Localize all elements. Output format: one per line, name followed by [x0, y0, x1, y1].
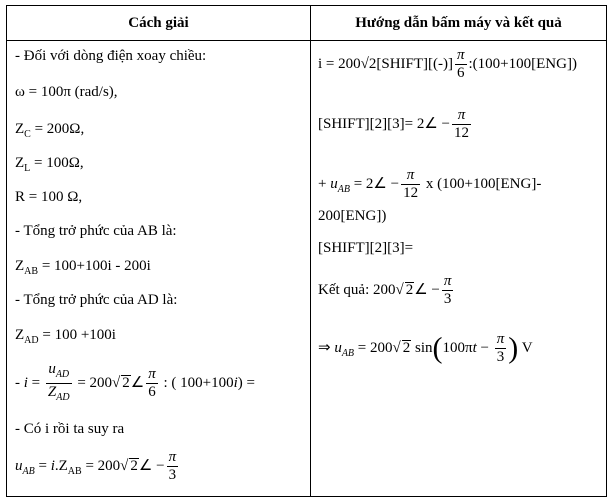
left-cell — [7, 41, 311, 497]
header-row — [7, 6, 607, 41]
fraction-pi-6: $\frac{\pi}{6}$ — [148, 366, 156, 400]
left-line-2: ω = 100π (rad/s), — [15, 84, 118, 100]
fraction-pi-3: $\frac{\pi}{3}$ — [168, 449, 177, 483]
header-left: Cách giải — [7, 6, 311, 41]
left-line-zab: $Z_{AB} = 100+100i - 200i$ — [15, 258, 151, 277]
left-line-ad-label: - Tổng trở phức của AD là: — [15, 292, 178, 308]
left-line-suy-ra: - Có i rồi ta suy ra — [15, 421, 125, 437]
right-cell — [311, 41, 607, 497]
right-line-5: [SHIFT][2][3]= — [318, 240, 414, 256]
header-right: Hướng dẫn bấm máy và kết quả — [311, 6, 607, 41]
left-line-zl: $Z_L = 100\Omega$, — [15, 155, 84, 174]
right-content — [311, 41, 606, 496]
solution-table — [6, 5, 607, 497]
left-line-r: R = 100 Ω, — [15, 189, 83, 205]
right-line-1: i = 200√2[SHIFT][(-)] $\frac{\pi}{6}$ :(100+100[ENG]) — [318, 47, 577, 81]
right-line-3: + $u_{AB}$ = 2∠ − $\frac{\pi}{12}$ x (100+100[ENG]- — [318, 167, 542, 201]
left-line-zc: $Z_C = 200\Omega$, — [15, 121, 85, 140]
left-line-i-formula: - i = $\frac{u_{AD}}{Z_{AD}}$ = 200√ 2∠ $\frac{\pi}{6}$ : ( 100+100i) = — [15, 361, 255, 406]
right-line-result: Kết quả: 200√ 2∠ − $\frac{\pi}{3}$ — [318, 273, 452, 307]
right-line-2: [SHIFT][2][3]= 2∠ − $\frac{\pi}{12}$ — [318, 107, 470, 141]
right-line-final: ⇒ $u_{AB} = 200√$ 2 sin(100πt − $\frac{\pi}{3}$ ) V — [318, 331, 533, 365]
left-line-ab-label: - Tổng trở phức của AB là: — [15, 223, 177, 239]
left-line-1: - Đối với dòng điện xoay chiều: — [15, 48, 207, 64]
left-content — [7, 41, 310, 496]
left-line-uab-formula: $u_{AB} = i.Z_{AB} = 200√$ 2∠ − $\frac{\pi}{3}$ — [15, 449, 177, 483]
right-line-4: 200[ENG]) — [318, 208, 387, 224]
fraction-uad-zad: $\frac{u_{AD}}{Z_{AD}}$ — [47, 361, 70, 403]
content-row — [7, 41, 607, 497]
sqrt-sign: √ — [112, 374, 121, 391]
left-line-zad: $Z_{AD} = 100 +100i$ — [15, 327, 116, 346]
